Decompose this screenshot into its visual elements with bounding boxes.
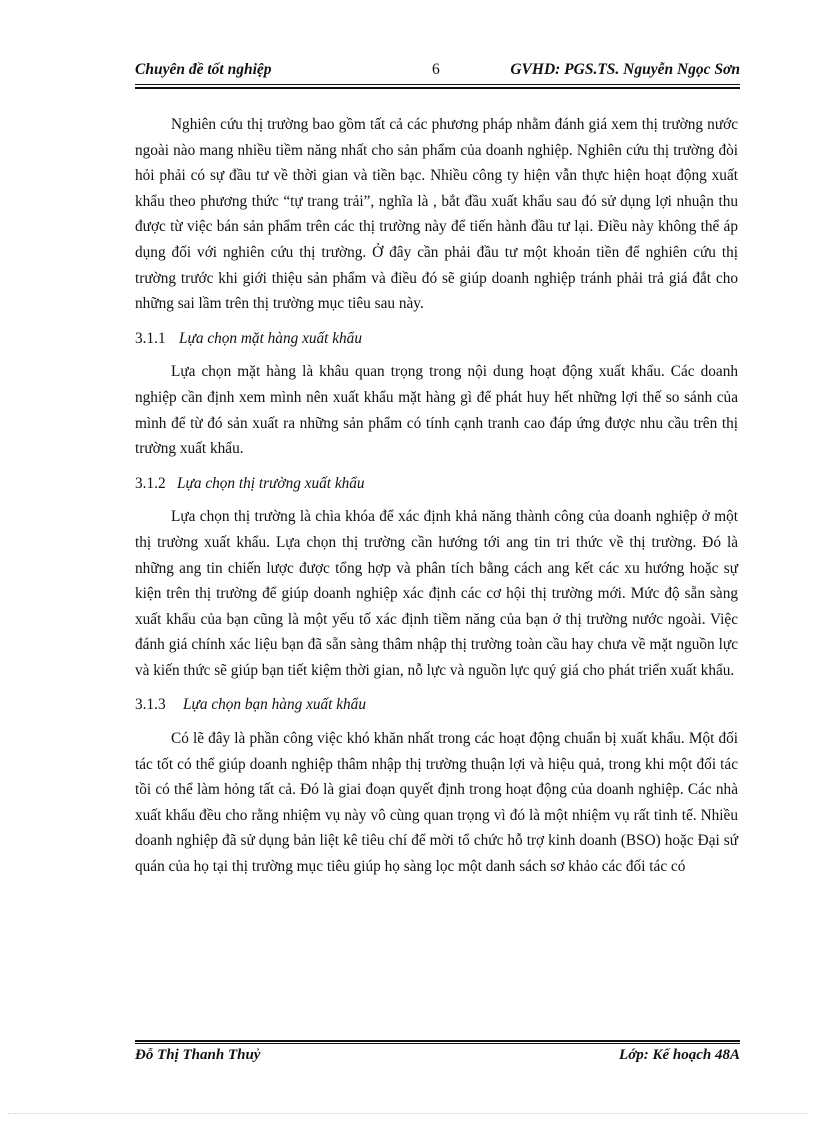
page-footer: [135, 1047, 740, 1071]
footer-rule: [135, 1040, 740, 1044]
section-title: Lựa chọn thị trường xuất khẩu: [177, 474, 365, 492]
section-paragraph: Có lẽ đây là phần công việc khó khăn nhất trong các hoạt động chuẩn bị xuất khẩu. Một đối tác tốt có thể giúp doanh nghiệp thâm nhập thị trường thuận lợi và hiệu quả, trong khi một đối tác tồi có thể làm hỏng tất cả. Đó là giai đoạn quyết định trong hoạt động của doanh nghiệp. Các nhà xuất khẩu đều cho rằng nhiệm vụ này vô cùng quan trọng vì đó là một nhiệm vụ rất tinh tế. Nhiều doanh nghiệp đã sử dụng bản liệt kê tiêu chí để mời tổ chức hỗ trợ kinh doanh (BSO) hoặc Đại sứ quán của họ tại thị trường mục tiêu giúp họ sàng lọc một danh sách sơ khảo các đối tác có: [135, 730, 738, 876]
section-heading-3-1-2: [135, 471, 738, 497]
supervisor-name: GVHD: PGS.TS. Nguyễn Ngọc Sơn: [510, 61, 740, 78]
page-edge-divider: [8, 1113, 808, 1114]
section-paragraph: Lựa chọn thị trường là chìa khóa để xác định khả năng thành công của doanh nghiệp ở một thị trường xuất khẩu. Lựa chọn thị trường cần hướng tới ang tin tri thức về thị trường. Đó là những ang tin chiến lược được tổng hợp và phân tích bằng cách ang kết các xu hướng hoặc sự kiện trên thị trường để giúp doanh nghiệp xác định các cơ hội thị trường mới. Mức độ sẵn sàng xuất khẩu của bạn cũng là một yếu tố xác định tiềm năng của bạn ở thị trường nước ngoài. Việc đánh giá chính xác liệu bạn đã sẵn sàng thâm nhập thị trường toàn cầu hay chưa về mặt nguồn lực và kiến thức sẽ giúp bạn tiết kiệm thời gian, nỗ lực và nguồn lực quý giá cho phát triển xuất khẩu.: [135, 508, 738, 679]
section-title: Lựa chọn mặt hàng xuất khẩu: [179, 329, 362, 347]
header-rule: [135, 84, 740, 89]
page-header: [135, 58, 740, 84]
class-name: Lớp: Kế hoạch 48A: [619, 1047, 740, 1063]
section-number: 3.1.1: [135, 329, 166, 347]
section-heading-3-1-3: [135, 692, 738, 718]
author-name: Đỗ Thị Thanh Thuỷ: [135, 1047, 261, 1063]
section-paragraph: Lựa chọn mặt hàng là khâu quan trọng trong nội dung hoạt động xuất khẩu. Các doanh nghiệp cần định xem mình nên xuất khẩu mặt hàng gì để phát huy hết những lợi thế so sánh của mình để từ đó sản xuất ra những sản phẩm có tính cạnh tranh cao đáp ứng được nhu cầu trên thị trường xuất khẩu.: [135, 363, 738, 458]
document-title: Chuyên đề tốt nghiệp: [135, 61, 272, 78]
page-body: [135, 112, 738, 880]
section-heading-3-1-1: [135, 326, 738, 352]
section-number: 3.1.3: [135, 696, 166, 714]
page-number: 6: [432, 61, 440, 78]
section-title: Lựa chọn bạn hàng xuất khẩu: [183, 696, 366, 714]
section-number: 3.1.2: [135, 474, 166, 492]
intro-paragraph: Nghiên cứu thị trường bao gồm tất cả các phương pháp nhằm đánh giá xem thị trường nước ngoài nào mang nhiều tiềm năng nhất cho sản phẩm của doanh nghiệp. Nghiên cứu thị trường đòi hỏi phải có sự đầu tư về thời gian và tiền bạc. Nhiều công ty hiện vẫn thực hiện hoạt động xuất khẩu theo phương thức “tự trang trải”, nghĩa là , bắt đầu xuất khẩu sau đó sử dụng lợi nhuận thu được từ việc bán sản phẩm trên các thị trường này để tiến hành đầu tư lại. Điều này không thể áp dụng đối với nghiên cứu thị trường. Ở đây cần phải đầu tư một khoản tiền để nghiên cứu thị trường trước khi giới thiệu sản phẩm và điều đó sẽ giúp doanh nghiệp tránh phải trả giá đắt cho những sai lầm trên thị trường mục tiêu sau này.: [135, 116, 738, 313]
